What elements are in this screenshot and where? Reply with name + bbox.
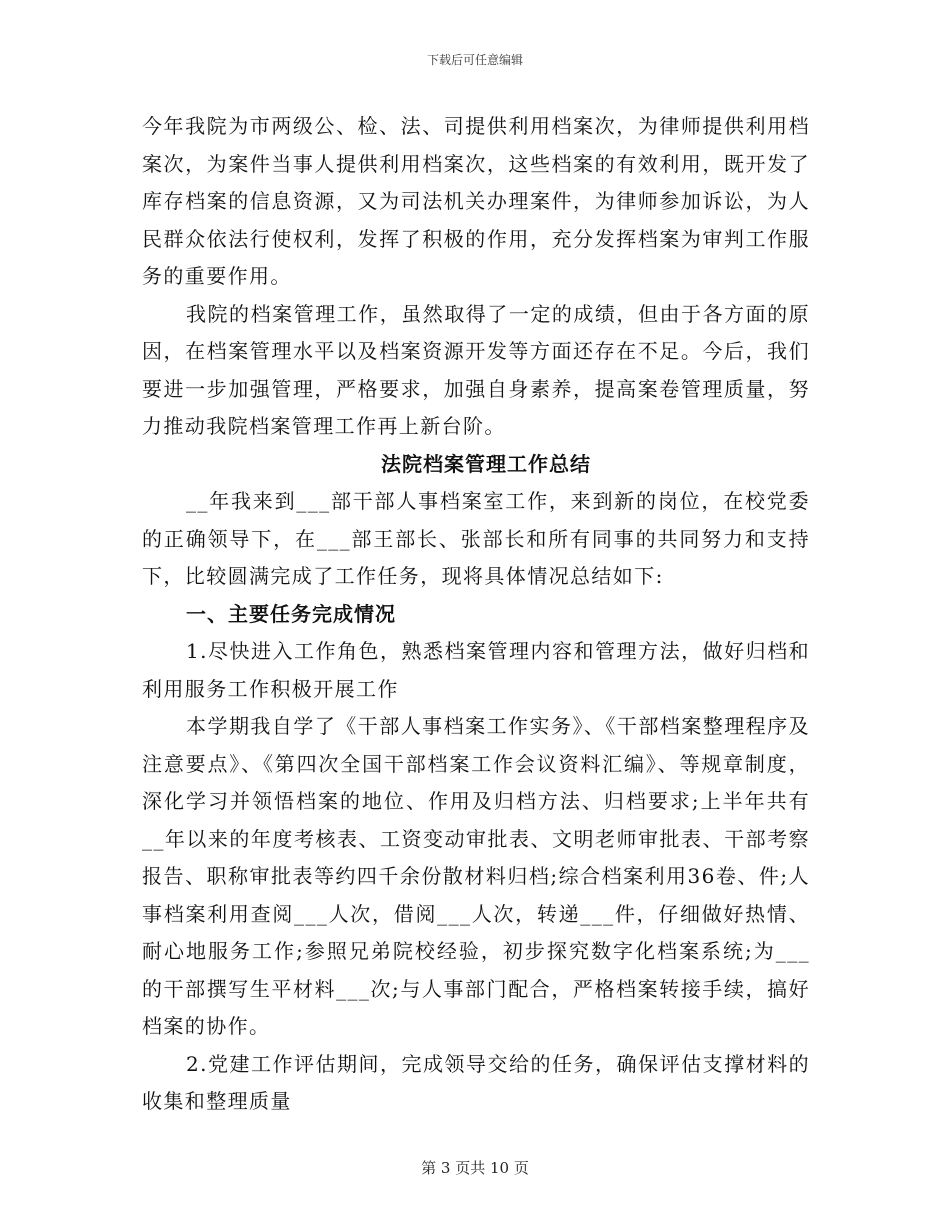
list-item-2: 2.党建工作评估期间，完成领导交给的任务，确保评估支撑材料的收集和整理质量 [142, 1051, 810, 1113]
document-body [142, 108, 810, 1121]
page-number-footer: 第 3 页共 10 页 [421, 1159, 529, 1177]
paragraph-intro: __年我来到___部干部人事档案室工作，来到新的岗位，在校党委的正确领导下，在___部王部长、张部长和所有同事的共同努力和支持下，比较圆满完成了工作任务，现将具体情况总结如下: [142, 489, 810, 588]
paragraph-shortcomings: 我院的档案管理工作，虽然取得了一定的成绩，但由于各方面的原因，在档案管理水平以及档案资源开发等方面还存在不足。今后，我们要进一步加强管理，严格要求，加强自身素养，提高案卷管理质量，努力推动我院档案管理工作再上新台阶。 [142, 301, 810, 438]
section-heading-main-tasks: 一、主要任务完成情况 [186, 601, 396, 626]
document-title: 法院档案管理工作总结 [381, 451, 591, 476]
page-header: 下载后可任意编辑 [426, 53, 523, 67]
paragraph-archive-usage: 今年我院为市两级公、检、法、司提供利用档案次，为律师提供利用档案次，为案件当事人提供利用档案次，这些档案的有效利用，既开发了库存档案的信息资源，又为司法机关办理案件，为律师参加诉讼，为人民群众依法行使权利，发挥了积极的作用，充分发挥档案为审判工作服务的重要作用。 [142, 114, 810, 288]
list-item-1: 1.尽快进入工作角色，熟悉档案管理内容和管理方法，做好归档和利用服务工作积极开展工作 [142, 639, 810, 701]
paragraph-study-details: 本学期我自学了《干部人事档案工作实务》、《干部档案整理程序及注意要点》、《第四次全国干部档案工作会议资料汇编》、等规章制度，深化学习并领悟档案的地位、作用及归档方法、归档要求;上半年共有__年以来的年度考核表、工资变动审批表、文明老师审批表、干部考察报告、职称审批表等约四千余份散材料归档;综合档案利用36卷、件;人事档案利用查阅___人次，借阅___人次，转递___件，仔细做好热情、耐心地服务工作;参照兄弟院校经验，初步探究数字化档案系统;为___的干部撰写生平材料___次;与人事部门配合，严格档案转接手续，搞好档案的协作。 [142, 714, 810, 1038]
